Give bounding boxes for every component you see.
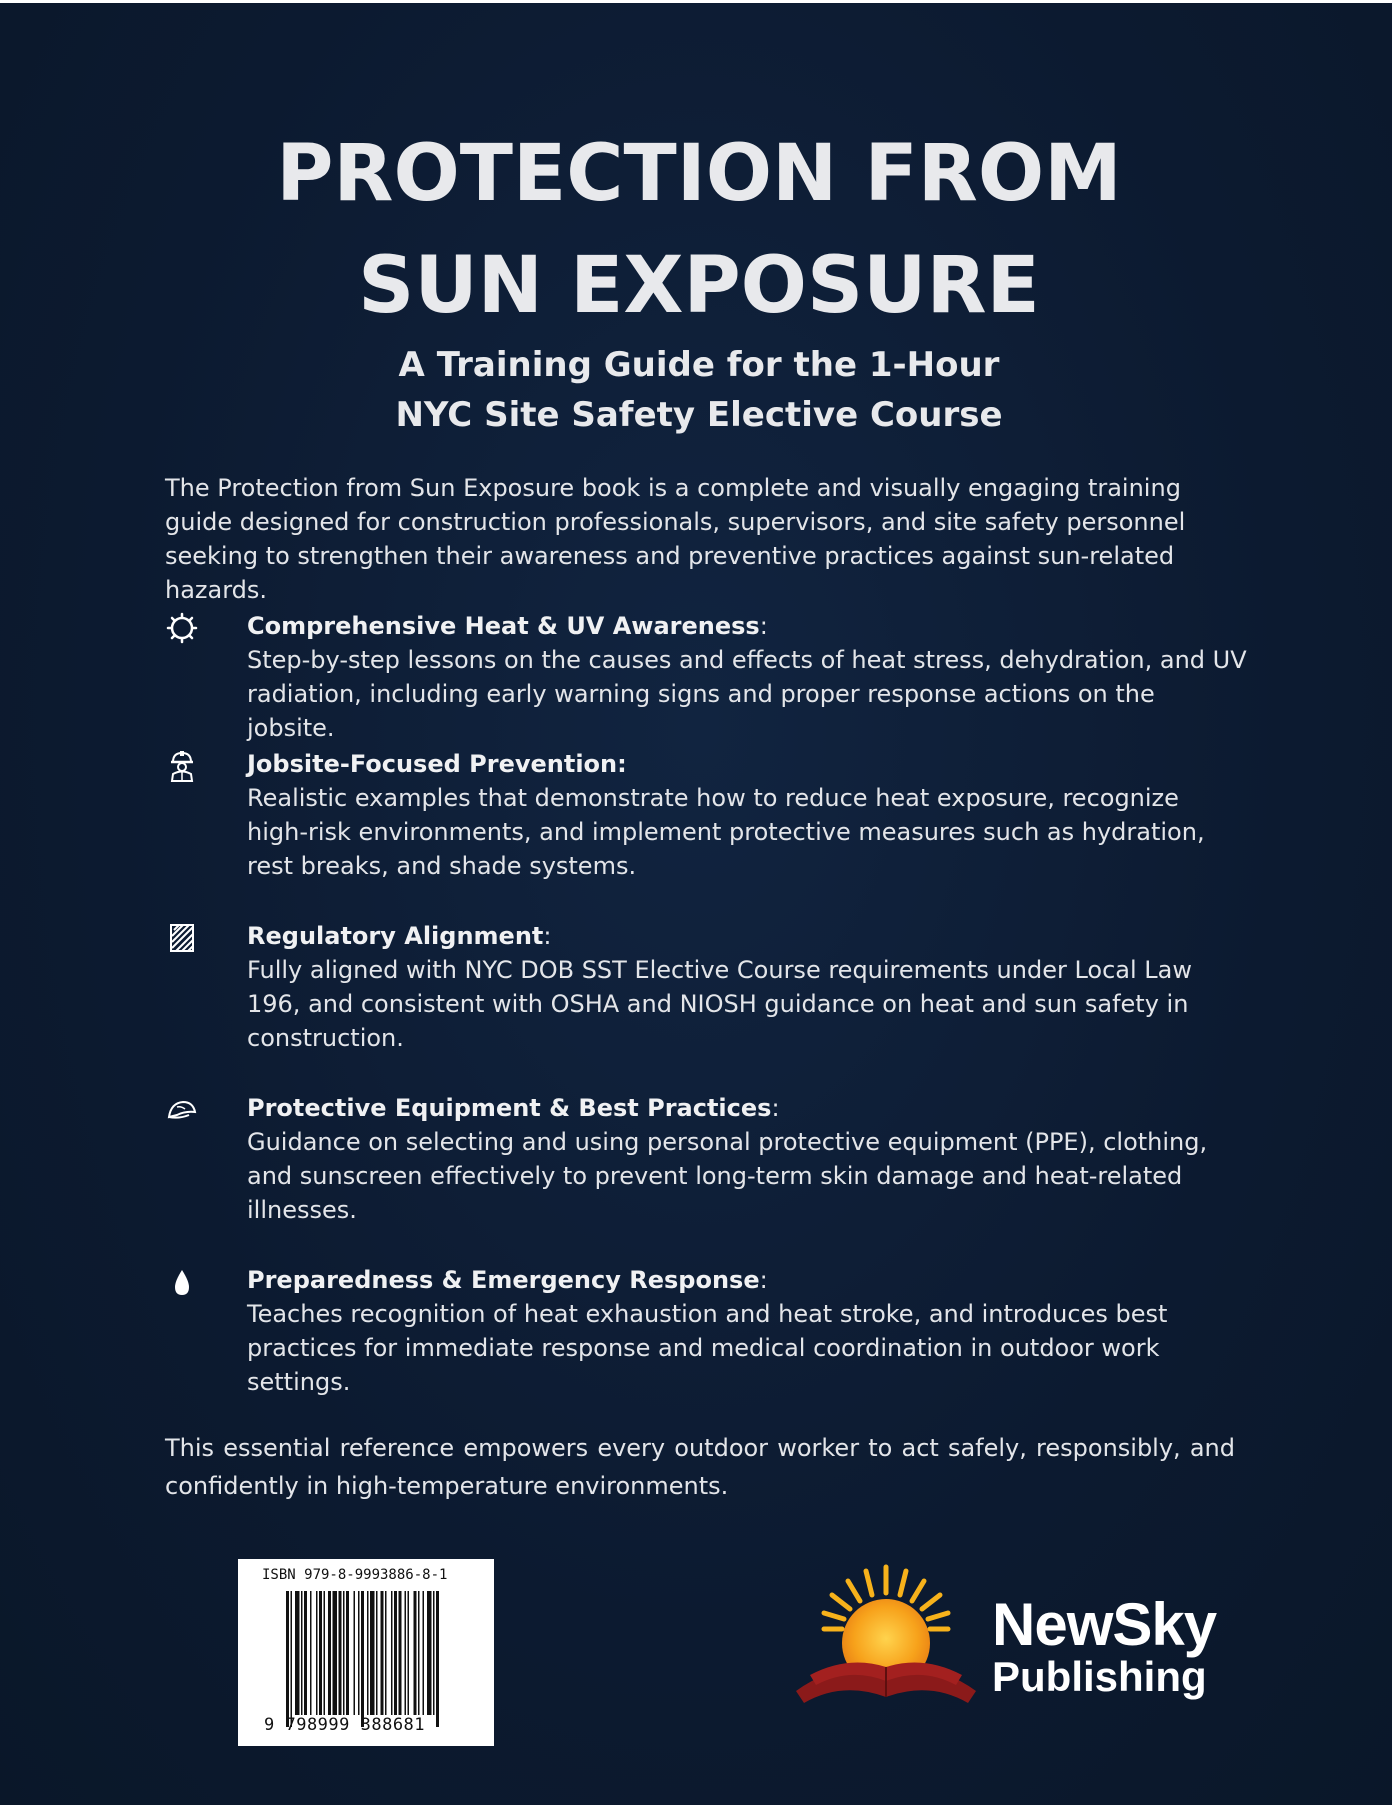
subtitle-line-1: A Training Guide for the 1-Hour xyxy=(398,345,1000,385)
feature-heading-suffix: : xyxy=(771,1094,780,1122)
feature-heading: Protective Equipment & Best Practices xyxy=(247,1094,772,1122)
feature-body: Fully aligned with NYC DOB SST Elective Course requirements under Local Law 196, and consistent with OSHA and NIOSH guidance on heat and sun safety in construction. xyxy=(247,956,1193,1052)
feature-text xyxy=(247,609,1247,745)
feature-text xyxy=(247,1091,1247,1227)
feature-text xyxy=(247,1263,1247,1399)
sun-book-logo-icon xyxy=(780,1563,1000,1713)
title-line-1: PROTECTION FROM xyxy=(276,129,1122,219)
feature-heading: Comprehensive Heat & UV Awareness xyxy=(247,612,760,640)
water-drop-icon xyxy=(165,1265,199,1299)
cap-icon xyxy=(165,1093,199,1127)
sun-outline-icon xyxy=(165,611,199,645)
feature-heading-suffix: : xyxy=(759,612,768,640)
feature-text xyxy=(247,747,1247,883)
construction-worker-icon xyxy=(165,749,199,783)
publisher-subname: Publishing xyxy=(992,1653,1207,1700)
feature-heading-suffix: : xyxy=(759,1266,768,1294)
page-edge xyxy=(1392,0,1398,1809)
feature-heading: Jobsite-Focused Prevention: xyxy=(247,750,627,778)
feature-heading-suffix: : xyxy=(543,922,552,950)
publisher-name: NewSky xyxy=(992,1591,1217,1658)
back-cover xyxy=(0,3,1398,1805)
title-line-2: SUN EXPOSURE xyxy=(358,241,1040,331)
feature-heading: Regulatory Alignment xyxy=(247,922,544,950)
book-subtitle xyxy=(0,340,1398,440)
feature-text xyxy=(247,919,1247,1055)
feature-body: Teaches recognition of heat exhaustion and heat stroke, and introduces best practices for immediate response and medical coordination in outdoor work settings. xyxy=(247,1300,1168,1396)
isbn-label: ISBN 979-8-9993886-8-1 xyxy=(262,1567,448,1583)
regulation-document-icon xyxy=(165,921,199,955)
closing-paragraph: This essential reference empowers every outdoor worker to act safely, responsibly, and confidently in high-temperature environments. xyxy=(165,1434,1235,1500)
feature-body: Step-by-step lessons on the causes and effects of heat stress, dehydration, and UV radiation, including early warning signs and proper response actions on the jobsite. xyxy=(247,646,1247,742)
subtitle-line-2: NYC Site Safety Elective Course xyxy=(395,395,1003,435)
feature-body: Realistic examples that demonstrate how to reduce heat exposure, recognize high-risk environments, and implement protective measures such as hydration, rest breaks, and shade systems. xyxy=(247,784,1205,880)
isbn-barcode xyxy=(238,1559,494,1746)
book-title xyxy=(0,118,1398,342)
feature-body: Guidance on selecting and using personal protective equipment (PPE), clothing, and sunscreen effectively to prevent long-term skin damage and heat-related illnesses. xyxy=(247,1128,1208,1224)
intro-paragraph: The Protection from Sun Exposure book is a complete and visually engaging training guide designed for construction professionals, supervisors, and site safety personnel seeking to strengthen their awareness and preventive practices against sun-related hazards. xyxy=(165,474,1186,604)
feature-heading: Preparedness & Emergency Response xyxy=(247,1266,760,1294)
publisher-logo xyxy=(780,1563,1240,1713)
barcode-digits: 9 798999 388681 xyxy=(264,1715,426,1735)
